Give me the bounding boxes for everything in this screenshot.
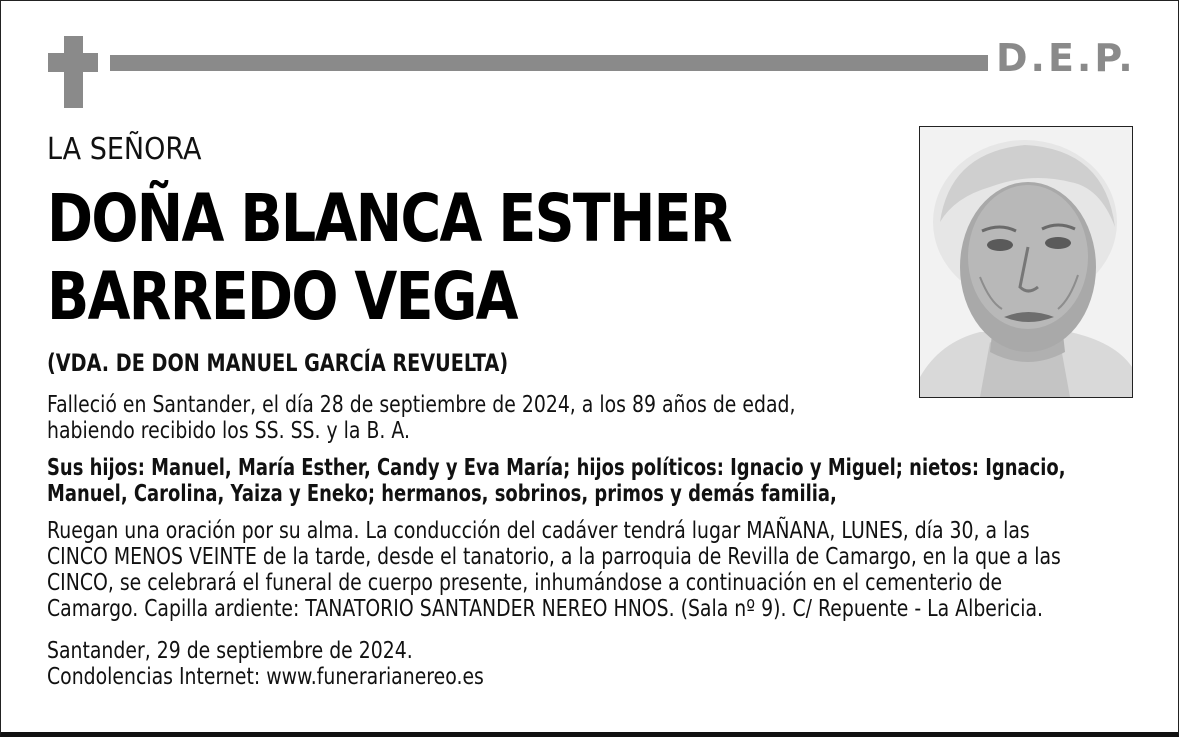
service-line-3: CINCO, se celebrará el funeral de cuerpo presente, inhumándose a continuación en el cementerio de [47, 570, 1003, 596]
condolences-link: Condolencias Internet: www.funerarianereo.es [47, 664, 484, 690]
death-line-2: habiendo recibido los SS. SS. y la B. A. [47, 418, 410, 444]
family-line-2: Manuel, Carolina, Yaiza y Eneko; hermanos, sobrinos, primos y demás familia, [47, 481, 837, 507]
widow-of: (VDA. DE DON MANUEL GARCÍA REVUELTA) [47, 349, 509, 377]
service-line-2: CINCO MENOS VEINTE de la tarde, desde el tanatorio, a la parroquia de Revilla de Camargo, en la que a las [47, 544, 1061, 570]
portrait-photo [919, 126, 1133, 398]
name-line-2: BARREDO VEGA [47, 258, 517, 335]
cross-horizontal-bar [48, 53, 98, 72]
death-line-1: Falleció en Santander, el día 28 de septiembre de 2024, a los 89 años de edad, [47, 392, 796, 418]
family-line-1: Sus hijos: Manuel, María Esther, Candy y Eva María; hijos políticos: Ignacio y Miguel; nietos: Ignacio, [47, 455, 1066, 481]
cross-vertical-bar [64, 36, 83, 108]
header-rule [110, 55, 988, 71]
service-line-1: Ruegan una oración por su alma. La conducción del cadáver tendrá lugar MAÑANA, LUNES, día 30, a las [47, 518, 1030, 544]
death-notice [47, 392, 795, 444]
place-date: Santander, 29 de septiembre de 2024. [47, 638, 413, 664]
intro-label: LA SEÑORA [47, 132, 202, 167]
service-line-4: Camargo. Capilla ardiente: TANATORIO SANTANDER NEREO HNOS. (Sala nº 9). C/ Repuente - La Albericia. [47, 596, 1044, 622]
portrait-image [920, 127, 1132, 397]
family-list [47, 455, 1066, 507]
closing [47, 638, 484, 690]
dep-label: D.E.P. [996, 36, 1136, 80]
name-line-1: DOÑA BLANCA ESTHER [47, 180, 731, 257]
service-details [47, 518, 1061, 622]
deceased-name [47, 180, 731, 336]
